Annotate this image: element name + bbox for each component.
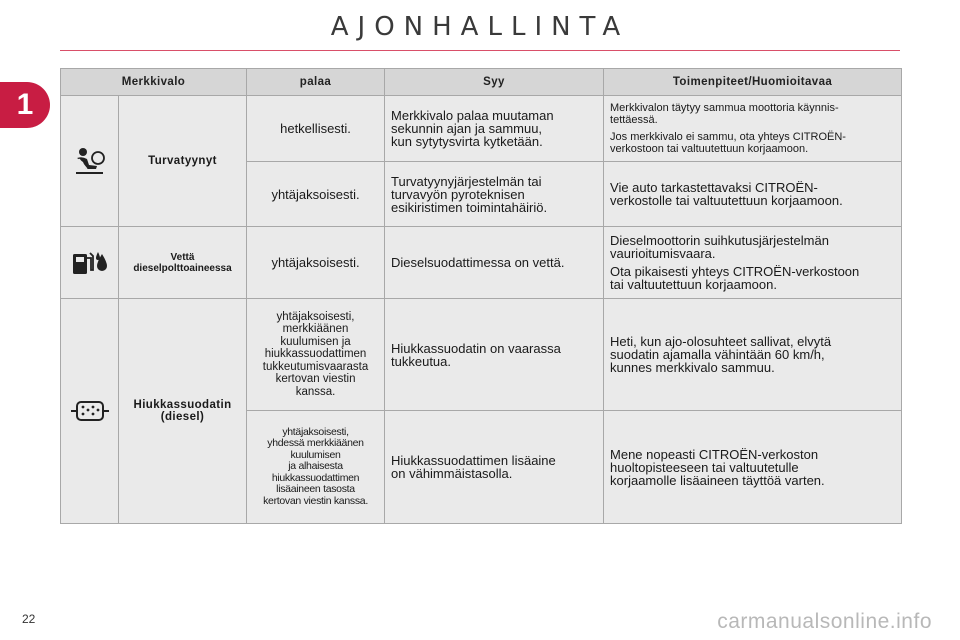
watermark: carmanualsonline.info: [717, 610, 932, 633]
warning-light-label: Vettä dieselpolttoaineessa: [119, 227, 247, 299]
action-cell: Mene nopeasti CITROËN-verkoston huoltopisteeseen tai valtuutetulle korjaamolle lisäaineen täyttöä varten.: [604, 411, 902, 524]
action-cell: Heti, kun ajo-olosuhteet sallivat, elvytä suodatin ajamalla vähintään 60 km/h, kunnes merkkivalo sammuu.: [604, 299, 902, 411]
cause-cell: Turvatyynyjärjestelmän tai turvavyön pyroteknisen esikiristimen toimintahäiriö.: [385, 162, 604, 227]
lit-cell: yhtäjaksoisesti.: [247, 162, 385, 227]
action-cell: Merkkivalon täytyy sammua moottoria käynnis- tettäessä. Jos merkkivalo ei sammu, ota yhteys CITROËN- verkostoon tai valtuutettuun korjaamoon.: [604, 96, 902, 162]
table-header-row: [61, 69, 902, 96]
title-divider: [60, 50, 900, 51]
particle-filter-icon-cell: [61, 299, 119, 524]
warning-lights-table: [60, 68, 902, 524]
seatbelt-airbag-person-icon: [61, 147, 118, 175]
action-cell: Vie auto tarkastettavaksi CITROËN- verkostolle tai valtuutettuun korjaamoon.: [604, 162, 902, 227]
lit-cell: yhtäjaksoisesti, yhdessä merkkiäänen kuulumisen ja alhaisesta hiukkassuodattimen lisäaineen tasosta kertovan viestin kanssa.: [247, 411, 385, 524]
chapter-tab: 1: [0, 82, 50, 128]
header-warning-light: Merkkivalo: [61, 69, 247, 96]
warning-light-label: Hiukkassuodatin (diesel): [119, 299, 247, 524]
table-row: [61, 299, 902, 411]
lit-cell: yhtäjaksoisesti.: [247, 227, 385, 299]
airbag-icon-cell: [61, 96, 119, 227]
cause-cell: Dieselsuodattimessa on vettä.: [385, 227, 604, 299]
cause-cell: Merkkivalo palaa muutaman sekunnin ajan ja sammuu, kun sytytysvirta kytketään.: [385, 96, 604, 162]
lit-cell: hetkellisesti.: [247, 96, 385, 162]
header-lit: palaa: [247, 69, 385, 96]
cause-cell: Hiukkassuodatin on vaarassa tukkeutua.: [385, 299, 604, 411]
lit-cell: yhtäjaksoisesti, merkkiäänen kuulumisen ja hiukkassuodattimen tukkeutumisvaarasta kertovan viestin kanssa.: [247, 299, 385, 411]
table-row: [61, 227, 902, 299]
warning-light-label: Turvatyynyt: [119, 96, 247, 227]
action-cell: Dieselmoottorin suihkutusjärjestelmän vaurioitumisvaara. Ota pikaisesti yhteys CITROËN-verkostoon tai valtuutettuun korjaamoon.: [604, 227, 902, 299]
page-number: 22: [22, 612, 36, 626]
header-actions: Toimenpiteet/Huomioitavaa: [604, 69, 902, 96]
header-cause: Syy: [385, 69, 604, 96]
water-in-diesel-icon: [61, 250, 118, 276]
page-title: AJONHALLINTA: [330, 12, 630, 42]
water-in-diesel-icon-cell: [61, 227, 119, 299]
table-row: [61, 96, 902, 162]
particle-filter-icon: [61, 399, 118, 423]
cause-cell: Hiukkassuodattimen lisäaine on vähimmäistasolla.: [385, 411, 604, 524]
